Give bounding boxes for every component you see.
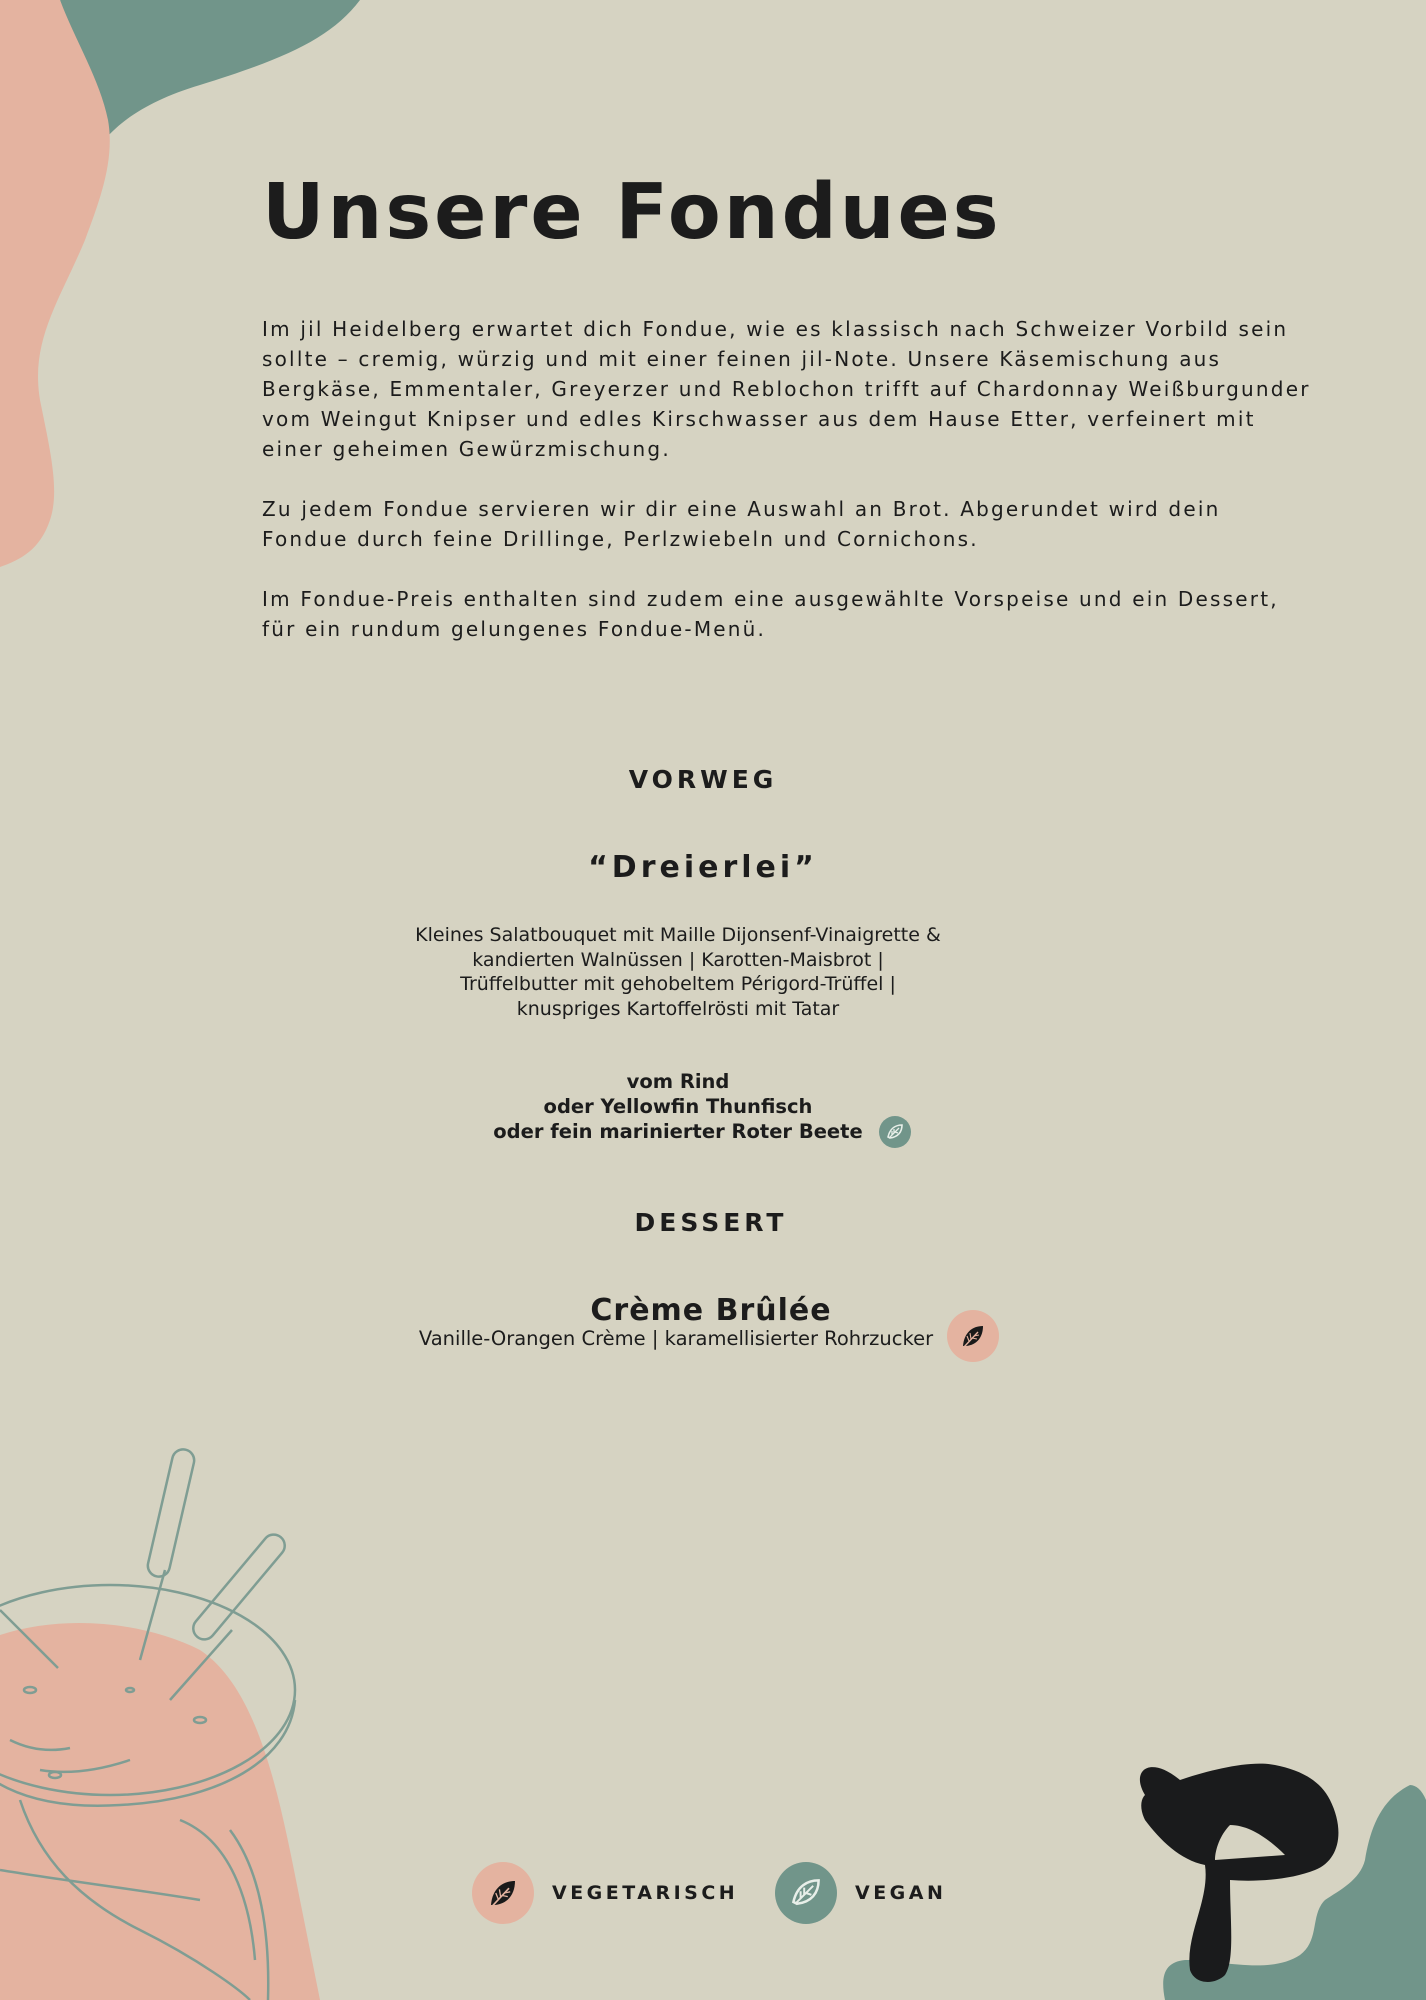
intro-paragraph: Im jil Heidelberg erwartet dich Fondue, wie es klassisch nach Schweizer Vorbild sein sollte – cremig, würzig und mit einer feinen jil-Note. Unsere Käsemischung aus Bergkäse, Emmentaler, Greyerzer und Reblochon trifft auf Chardonnay Weißburgunder vom Weingut Knipser und edles Kirschwasser aus dem Hause Etter, verfeinert mit einer geheimen Gewürzmischung. (262, 317, 1311, 461)
starter-dish-name: “Dreierlei” (588, 850, 818, 885)
intro-text (262, 314, 1312, 674)
starter-description: Kleines Salatbouquet mit Maille Dijonsenf-Vinaigrette & kandierten Walnüssen | Karotten-Maisbrot | Trüffelbutter mit gehobeltem Périgord-Trüffel | knuspriges Kartoffelrösti mit Tatar (415, 924, 941, 1020)
starter-option: oder fein marinierter Roter Beete (493, 1120, 863, 1143)
starter-option: vom Rind (626, 1070, 730, 1093)
starter-options (413, 1069, 943, 1144)
starter-option: oder Yellowfin Thunfisch (543, 1095, 813, 1118)
dessert-dish-name: Crème Brûlée (590, 1293, 832, 1328)
starter-section-heading: VORWEG (628, 765, 778, 794)
intro-paragraph: Zu jedem Fondue servieren wir dir eine Auswahl an Brot. Abgerundet wird dein Fondue durch feine Drillinge, Perlzwiebeln und Cornichons. (262, 497, 1221, 551)
vegetarian-leaf-icon (472, 1862, 534, 1924)
legend-vegan (775, 1862, 946, 1924)
salmon-blob-top-left (0, 0, 110, 567)
page-title: Unsere Fondues (262, 168, 1002, 257)
legend-vegetarian (472, 1862, 738, 1924)
salmon-blob-bottom-left (0, 1623, 320, 2000)
fondue-pot-illustration (0, 1447, 295, 2000)
black-mushroom-bottom-right (1140, 1764, 1339, 1982)
vegetarian-leaf-icon (947, 1310, 999, 1362)
legend-vegetarian-label: VEGETARISCH (552, 1882, 739, 1904)
green-blob-top-left (60, 0, 360, 145)
vegan-leaf-icon (775, 1862, 837, 1924)
vegan-leaf-icon (879, 1116, 911, 1148)
dessert-description: Vanille-Orangen Crème | karamellisierter Rohrzucker (418, 1327, 934, 1350)
legend-vegan-label: VEGAN (855, 1882, 947, 1904)
dessert-section-heading: DESSERT (634, 1208, 788, 1237)
green-leaf-bottom-right (1163, 1785, 1426, 2000)
intro-paragraph: Im Fondue-Preis enthalten sind zudem eine ausgewählte Vorspeise und ein Dessert, für ein rundum gelungenes Fondue-Menü. (262, 587, 1279, 641)
